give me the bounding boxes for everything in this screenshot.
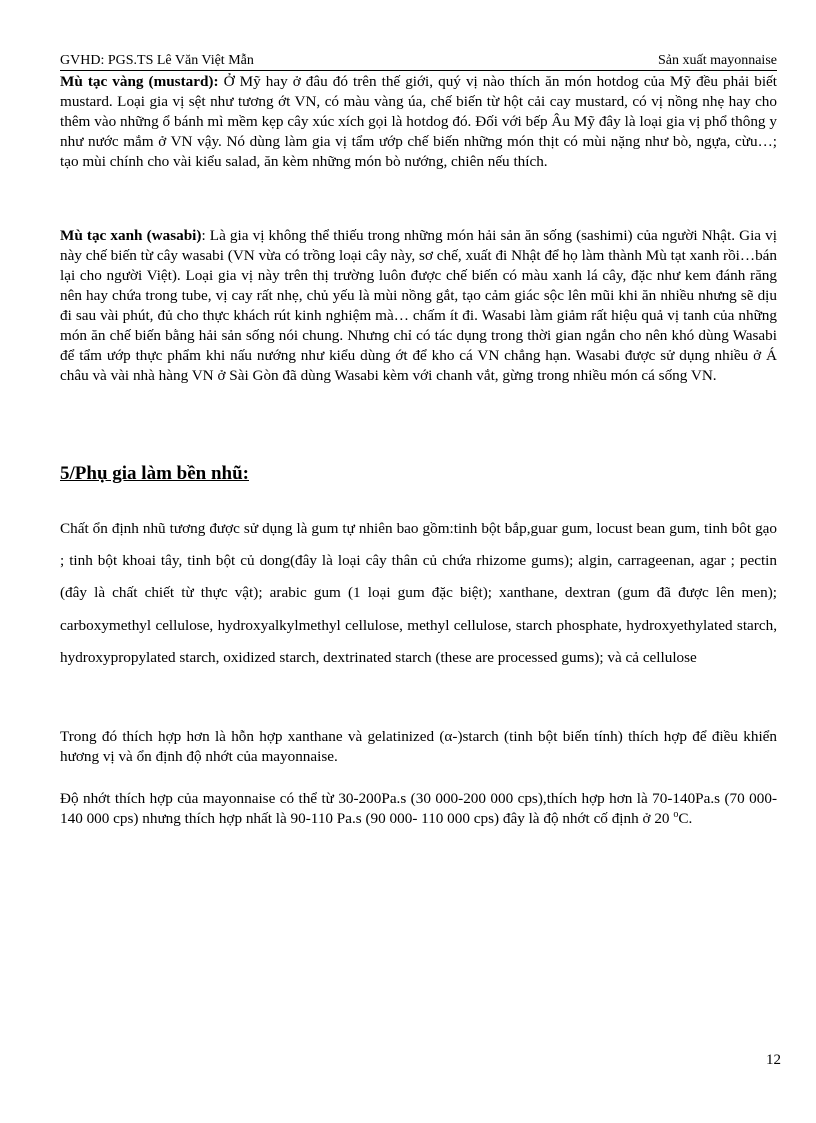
- header-title: Sản xuất mayonnaise: [658, 53, 777, 68]
- preferred-paragraph: Trong đó thích hợp hơn là hỗn hợp xanthane và gelatinized (α-)starch (tinh bột biến tính) thích hợp để điều khiển hương vị và ổn định độ nhớt của mayonnaise.: [60, 728, 777, 765]
- mustard-label: Mù tạc vàng (mustard):: [60, 73, 219, 90]
- section-heading: 5/Phụ gia làm bền nhũ:: [60, 463, 249, 484]
- mustard-text: Ở Mỹ hay ở đâu đó trên thế giới, quý vị nào thích ăn món hotdog của Mỹ đều phải biết mustard. Loại gia vị sệt như tương ớt VN, có màu vàng úa, chế biến từ hột cải cay mustard, có vị nồng nhẹ hay cho thêm vào những ổ bánh mì mềm kẹp cây xúc xích gọi là hotdog đó. Đối với bếp Âu Mỹ đây là loại gia vị phổ thông y như nước mắm ở VN vậy. Nó dùng làm gia vị tẩm ướp chế biến những món thịt có mùi nặng như bò, ngựa, cừu…; tạo mùi chính cho vài kiểu salad, ăn kèm những món bò nướng, chiên nếu thích.: [60, 73, 778, 170]
- wasabi-label: Mù tạc xanh (wasabi): [60, 227, 202, 244]
- page-header: [60, 52, 777, 71]
- wasabi-text: : Là gia vị không thể thiếu trong những món hải sản ăn sống (sashimi) của người Nhật. Gia vị này chế biến từ cây wasabi (VN vừa có trồng loại cây này, sơ chế, xuất đi Nhật để họ làm thành Mù tạt xanh rồi…bán lại cho người Việt). Loại gia vị này trên thị trường luôn được chế biến có màu xanh lá cây, đặc như kem đánh răng nên hay chứa trong tube, vị cay rất nhẹ, chủ yếu là mùi nồng gắt, tạo cảm giác sộc lên mũi khi ăn nhiều nhưng sẽ dịu đi sau vài phút, đủ cho thực khách rút kinh nghiệm mà… chấm ít đi. Wasabi làm giảm rất hiệu quả vị tanh của những món ăn chế biến bằng hải sản sống nói chung. Nhưng chỉ có tác dụng trong thời gian ngắn cho nên khó dùng Wasabi để tẩm ướp thực phẩm khi nấu nướng như kiểu dùng ớt để kho cá VN chẳng hạn. Wasabi được sử dụng nhiều ở Á châu và vài nhà hàng VN ở Sài Gòn đã dùng Wasabi kèm với chanh vắt, gừng trong nhiều món cá sống VN.: [60, 227, 777, 384]
- header-supervisor: GVHD: PGS.TS Lê Văn Việt Mẫn: [60, 53, 254, 68]
- viscosity-unit: C.: [678, 810, 693, 827]
- degree-symbol: o: [673, 809, 679, 820]
- viscosity-paragraph: [60, 789, 777, 829]
- mustard-paragraph: [60, 72, 777, 172]
- page-number: 12: [766, 1052, 781, 1068]
- viscosity-text: Độ nhớt thích hợp của mayonnaise có thể từ 30-200Pa.s (30 000-200 000 cps),thích hợp hơn là 70-140Pa.s (70 000-140 000 cps) nhưng thích hợp nhất là 90-110 Pa.s (90 000- 110 000 cps) đây là độ nhớt cố định ở 20: [60, 790, 777, 827]
- wasabi-paragraph: [60, 226, 777, 386]
- stabilizer-paragraph: Chất ổn định nhũ tương được sử dụng là gum tự nhiên bao gồm:tinh bột bắp,guar gum, locust bean gum, tinh bôt gạo ; tinh bột khoai tây, tinh bột củ dong(đây là loại cây thân củ chứa rhizome gums); algin, carrageenan, agar ; pectin (đây là chất chiết từ thực vật); arabic gum (1 loại gum đặc biệt); xanthane, dextran (gum đã được lên men); carboxymethyl cellulose, hydroxyalkylmethyl cellulose, methyl cellulose, starch phosphate, hydroxyethylated starch, hydroxypropylated starch, oxidized starch, dextrinated starch (these are processed gums); và cả cellulose: [60, 520, 777, 666]
